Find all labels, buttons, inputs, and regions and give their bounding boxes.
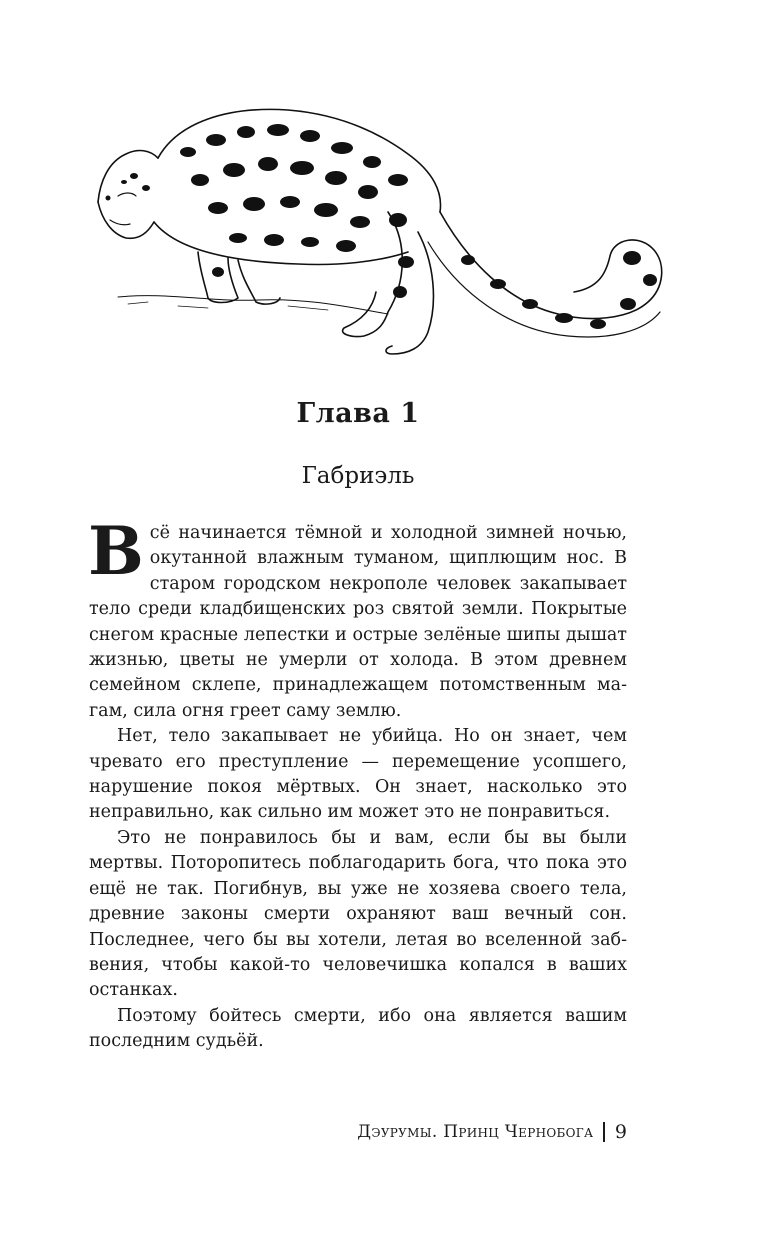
snow-leopard-illustration [88, 92, 678, 370]
body-text [88, 512, 627, 1055]
paragraph [88, 512, 627, 724]
footer-divider [603, 1122, 605, 1142]
dropcap: В [88, 512, 144, 590]
running-title: Дэурумы. Принц Чернобога [357, 1122, 594, 1142]
page-footer [357, 1121, 627, 1143]
chapter-subtitle: Габриэль [301, 463, 415, 489]
paragraph-text: сё начинается тёмной и холодной зимней ночью, окутанной влажным туманом, щиплющим нос. В старом городском некрополе человек закапывает тело среди кладбищенских роз святой земли. Покрытые снегом красные лепестки и острые зелёные шипы дышат жизнью, цветы не умерли от холода. В этом древнем семейном склепе, принадлежащем потомственным магам, сила огня греет саму землю. [89, 523, 627, 721]
chapter-title: Глава 1 [296, 398, 420, 429]
page-number: 9 [614, 1121, 627, 1143]
paragraph: Это не понравилось бы и вам, если бы вы были мертвы. Поторопитесь поблагодарить бога, что пока это ещё не так. Погибнув, вы уже не хозяева своего тела, древние законы смерти охраняют ваш вечный сон. Последнее, чего бы вы хотели, летая во вселенной забвения, чтобы какой-то человечишка копался в ваших останках. [89, 827, 627, 1001]
paragraph: Поэтому бойтесь смерти, ибо она является вашим последним судьёй. [89, 1005, 627, 1052]
paragraph: Нет, тело закапывает не убийца. Но он знает, чем чревато его преступление — перемещение усопшего, нарушение покоя мёртвых. Он знает, насколько это неправильно, как сильно им может это не понравиться. [89, 726, 627, 823]
